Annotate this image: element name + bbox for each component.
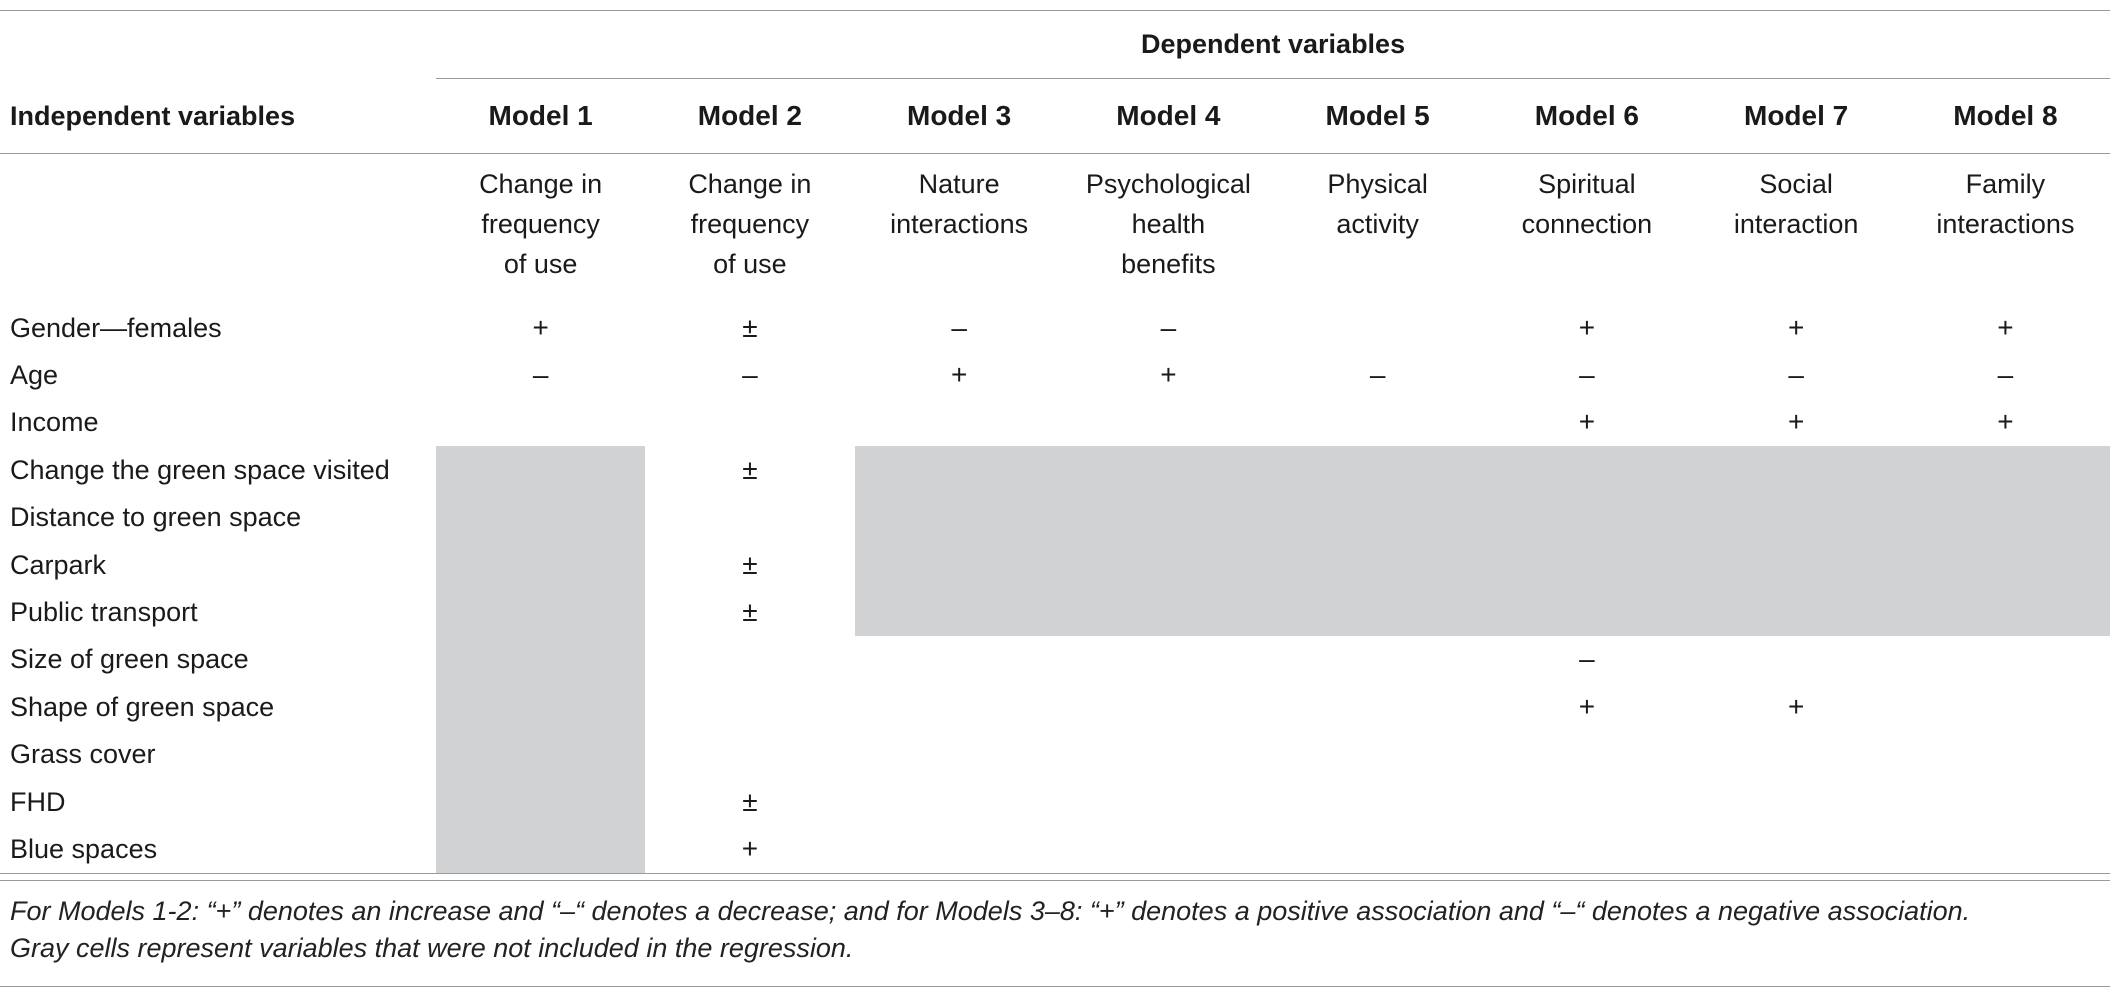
table-cell [1482, 825, 1691, 873]
table-cell [1901, 778, 2110, 825]
table-cell [1273, 778, 1482, 825]
table-footnote [10, 893, 2120, 967]
table-cell: – [1579, 643, 1595, 675]
row-label: Grass cover [10, 739, 156, 770]
table-cell [436, 731, 645, 778]
table-cell: + [1578, 311, 1596, 343]
model-description [1692, 154, 1901, 305]
row-label: Blue spaces [10, 833, 158, 864]
table-cell [855, 446, 1064, 493]
bottom-rule [0, 986, 2110, 987]
table-cell: – [1160, 311, 1177, 343]
table-cell [1901, 588, 2110, 635]
table-cell [1064, 541, 1273, 588]
table-row [0, 446, 2110, 493]
table-cell [1064, 731, 1273, 778]
table-row [0, 683, 2110, 730]
table-cell [855, 683, 1064, 730]
model-description [1064, 154, 1273, 305]
model-header: Model 2 [697, 100, 802, 131]
table-cell: + [1787, 406, 1805, 438]
table-cell [1273, 731, 1482, 778]
table-row [0, 731, 2110, 778]
table-cell: – [1579, 359, 1595, 391]
table-cell [1692, 825, 1901, 873]
description-line: frequency [481, 209, 600, 239]
table-cell [1692, 636, 1901, 683]
blank-corner [0, 10, 436, 79]
table-cell [1692, 494, 1901, 541]
table-cell [645, 731, 854, 778]
table-row [0, 825, 2110, 873]
table-cell [1273, 399, 1482, 446]
model-description [1482, 154, 1691, 305]
table-cell [1692, 778, 1901, 825]
table-cell [436, 446, 645, 493]
row-label: Public transport [10, 597, 198, 628]
table-cell: + [950, 359, 968, 391]
table-cell [1273, 446, 1482, 493]
table-cell [1482, 731, 1691, 778]
description-line: frequency [690, 209, 810, 239]
table-row [0, 399, 2110, 446]
table-cell [855, 541, 1064, 588]
table-cell [855, 588, 1064, 635]
table-cell [645, 494, 854, 541]
table-cell [1901, 494, 2110, 541]
table-cell [1273, 825, 1482, 873]
table-cell [855, 778, 1064, 825]
table-cell [855, 399, 1064, 446]
table-row [0, 778, 2110, 825]
table-cell [1273, 494, 1482, 541]
model-description [1273, 154, 1482, 305]
table-cell [855, 636, 1064, 683]
table-cell [1901, 825, 2110, 873]
table-cell [1482, 778, 1691, 825]
table-cell [1064, 494, 1273, 541]
footnote-line-2: Gray cells represent variables that were not included in the regression. [10, 933, 854, 963]
footnote-line-1: For Models 1-2: “+” denotes an increase and “–“ denotes a decrease; and for Models 3–8: “+” denotes a positive association and “–“ denotes a negative association. [10, 896, 1971, 926]
table-cell: ± [742, 311, 758, 343]
table-cell: + [1787, 690, 1805, 722]
table-row [0, 588, 2110, 635]
table-cell [436, 683, 645, 730]
description-line: Nature [918, 169, 1000, 199]
row-label: Change the green space visited [10, 454, 390, 485]
table-cell [1482, 588, 1691, 635]
model-header: Model 7 [1744, 100, 1849, 131]
table-cell: + [1997, 311, 2014, 343]
table-cell [1273, 541, 1482, 588]
table-cell: + [1160, 359, 1177, 391]
description-line: connection [1521, 209, 1653, 239]
table-cell: – [951, 311, 967, 343]
table-cell: ± [742, 453, 758, 485]
table-cell [1692, 446, 1901, 493]
table-cell [1901, 636, 2110, 683]
row-label: Carpark [10, 549, 107, 580]
model-description [1901, 154, 2110, 305]
description-line: interaction [1733, 209, 1859, 239]
table-cell: – [1369, 359, 1386, 391]
table-cell [1692, 731, 1901, 778]
row-label: Shape of green space [10, 691, 275, 722]
table-cell: ± [742, 785, 758, 817]
table-row [0, 351, 2110, 398]
table-cell [645, 399, 854, 446]
description-line: Physical [1327, 169, 1428, 199]
model-description [436, 154, 645, 305]
description-line: activity [1336, 209, 1419, 239]
table-cell [1901, 731, 2110, 778]
table-cell [1273, 304, 1482, 351]
model-header: Model 1 [488, 100, 593, 131]
model-description [855, 154, 1064, 305]
table-cell [436, 588, 645, 635]
description-line: Spiritual [1538, 169, 1636, 199]
table-cell [1273, 636, 1482, 683]
description-line: of use [713, 249, 787, 279]
table-row [0, 636, 2110, 683]
table-cell [645, 683, 854, 730]
table-cell [1064, 446, 1273, 493]
table-cell: ± [742, 596, 758, 628]
table-cell [1901, 446, 2110, 493]
table-cell [436, 778, 645, 825]
table-cell: + [1997, 406, 2014, 438]
description-line: Family [1965, 169, 2046, 199]
results-table-container [0, 10, 2110, 874]
table-cell [436, 636, 645, 683]
model-description [645, 154, 854, 305]
description-line: Change in [688, 169, 812, 199]
table-cell: + [532, 311, 549, 343]
table-cell: – [742, 359, 758, 391]
model-header: Model 4 [1116, 100, 1221, 131]
table-cell [855, 494, 1064, 541]
table-row [0, 494, 2110, 541]
description-line: Change in [479, 169, 603, 199]
table-cell [1064, 588, 1273, 635]
row-label: Distance to green space [10, 502, 302, 533]
table-cell: + [1578, 406, 1596, 438]
table-cell: + [1787, 311, 1805, 343]
table-cell [1482, 494, 1691, 541]
table-cell [1482, 541, 1691, 588]
table-cell [855, 825, 1064, 873]
table-cell: – [1788, 359, 1804, 391]
table-cell [1064, 825, 1273, 873]
row-label: Gender—females [10, 312, 222, 343]
row-label: Age [10, 360, 59, 391]
table-cell [1064, 399, 1273, 446]
description-line: interactions [890, 209, 1029, 239]
table-row [0, 541, 2110, 588]
model-header: Model 8 [1953, 100, 2058, 131]
description-line: of use [503, 249, 578, 279]
row-label: Income [10, 407, 99, 438]
table-cell [1901, 541, 2110, 588]
table-cell [1064, 683, 1273, 730]
model-header: Model 3 [907, 100, 1012, 131]
table-row [0, 304, 2110, 351]
description-line: Psychological [1085, 169, 1251, 199]
table-cell [1901, 683, 2110, 730]
description-line: health [1131, 209, 1206, 239]
table-cell: ± [742, 548, 758, 580]
table-cell: – [532, 359, 549, 391]
table-cell: + [741, 832, 759, 864]
table-cell [1064, 778, 1273, 825]
table-cell: + [1578, 690, 1596, 722]
table-cell [436, 825, 645, 873]
table-cell [1482, 446, 1691, 493]
table-cell [855, 731, 1064, 778]
results-table [0, 10, 2110, 874]
dependent-variables-header: Dependent variables [436, 10, 2110, 79]
description-line: benefits [1121, 249, 1216, 279]
description-line: Social [1759, 169, 1833, 199]
description-line: interactions [1936, 209, 2075, 239]
desc-blank [0, 154, 436, 305]
table-cell [1064, 636, 1273, 683]
row-label: Size of green space [10, 644, 249, 675]
table-cell [1692, 588, 1901, 635]
model-header: Model 5 [1325, 100, 1430, 131]
independent-variables-header: Independent variables [10, 100, 296, 131]
table-cell [645, 636, 854, 683]
model-header: Model 6 [1534, 100, 1639, 131]
table-cell [436, 399, 645, 446]
footnote-rule-top [0, 880, 2110, 881]
table-cell [1273, 683, 1482, 730]
table-cell: – [1997, 359, 2014, 391]
table-cell [436, 494, 645, 541]
table-cell [436, 541, 645, 588]
row-label: FHD [10, 786, 66, 817]
table-cell [1692, 541, 1901, 588]
table-cell [1273, 588, 1482, 635]
